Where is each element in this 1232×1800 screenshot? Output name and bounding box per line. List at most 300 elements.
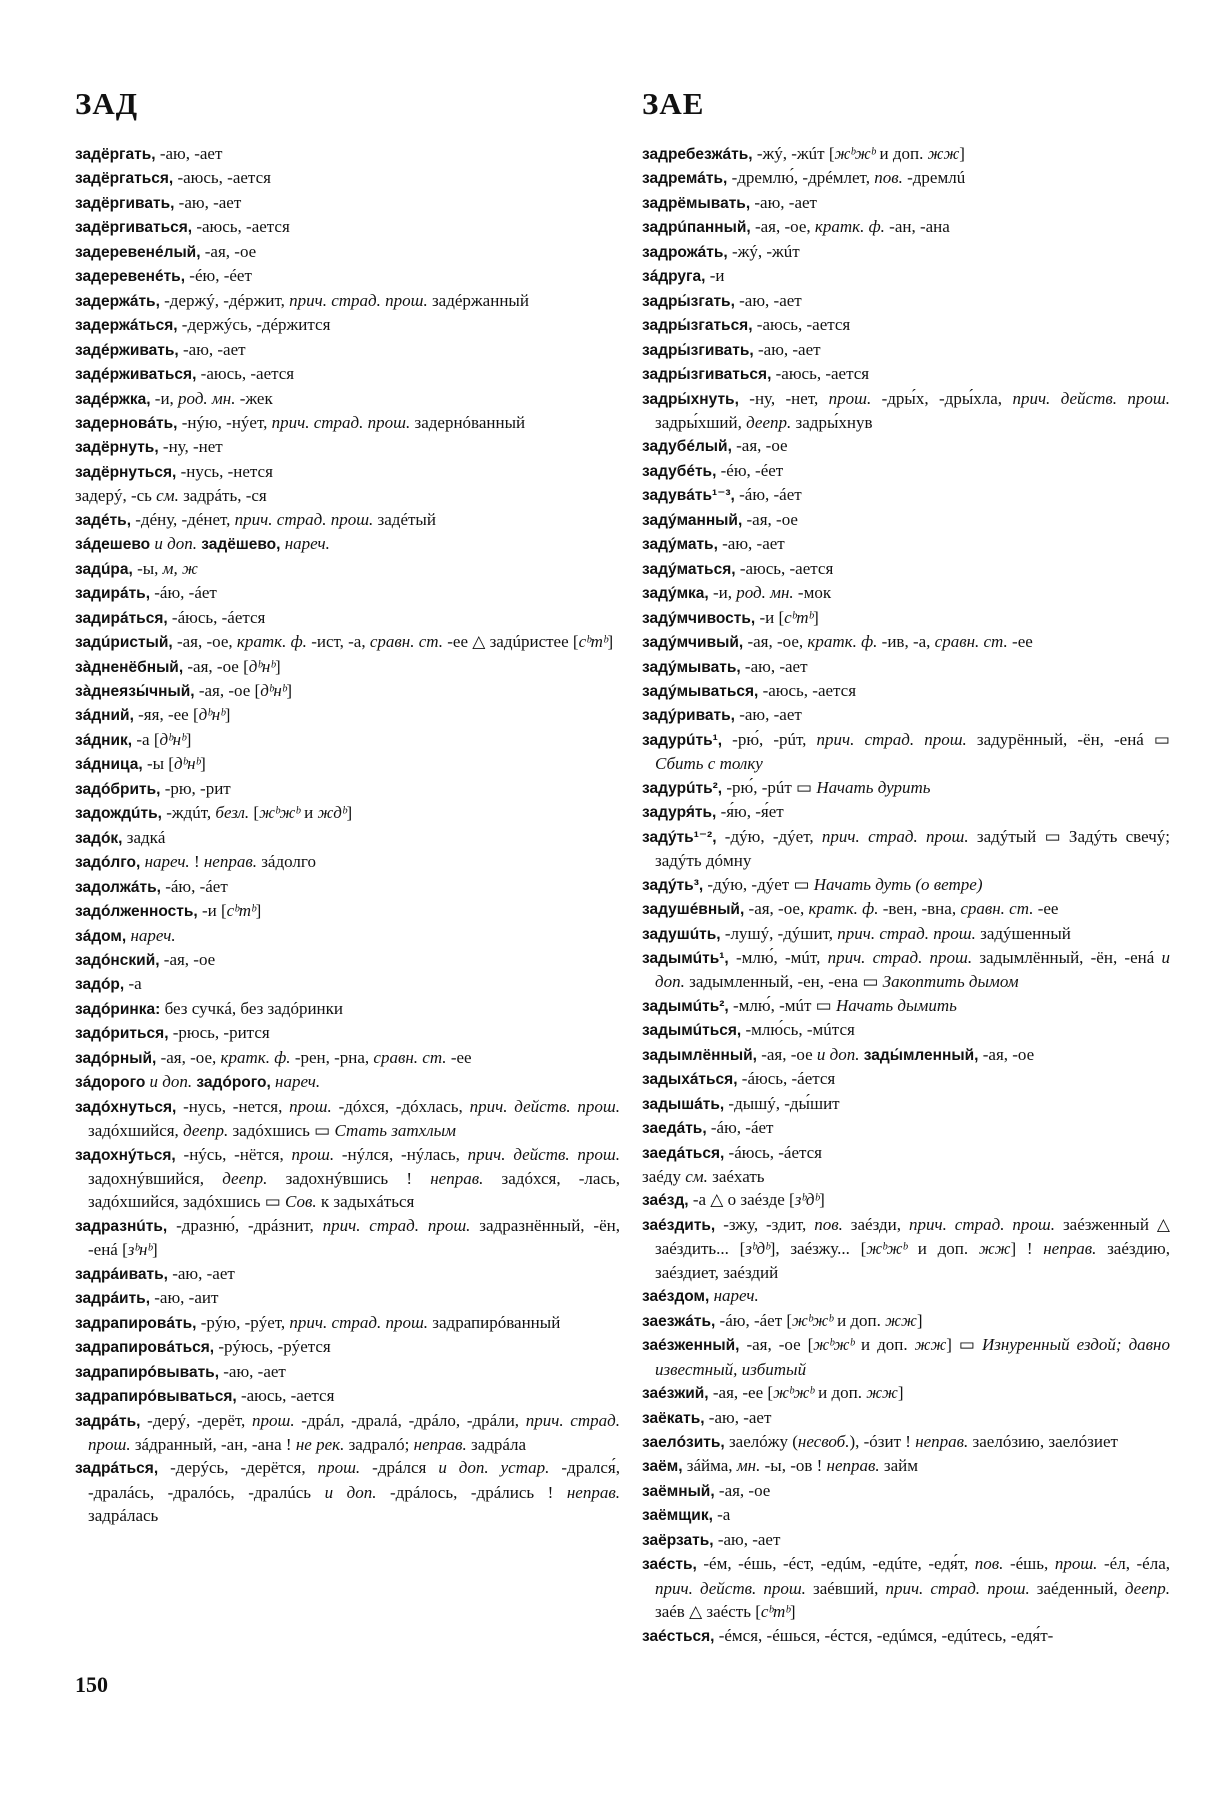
- entry-headword: задубéть,: [642, 462, 717, 480]
- entry-text: -а △ о заéзде [: [688, 1190, 795, 1210]
- dictionary-entry: [642, 1309, 1170, 1333]
- entry-label: мн.: [736, 1456, 761, 1476]
- entry-headword: задрапировáться,: [75, 1339, 215, 1357]
- entry-headword: задýмчивый,: [642, 634, 744, 652]
- entry-headword: задýматься,: [642, 560, 736, 578]
- dictionary-entry: [75, 289, 620, 313]
- entry-text: задрáлась: [88, 1506, 159, 1526]
- entry-text: -аю, -ает: [740, 656, 808, 676]
- entry-text: к задыхáться: [316, 1192, 415, 1212]
- entry-headword: задурúть¹,: [642, 731, 723, 749]
- entry-text: -аюсь, -ается: [196, 364, 295, 384]
- entry-headword: задóринка:: [75, 1000, 161, 1018]
- entry-text: -рю, -рит: [160, 778, 231, 798]
- entry-headword: задýманный,: [642, 511, 743, 529]
- entry-text: -аюсь, -ается: [192, 217, 290, 237]
- entry-label: неправ.: [566, 1482, 620, 1502]
- entry-headword: задубéлый,: [642, 438, 732, 456]
- entry-text: -ая, -ое,: [744, 899, 809, 919]
- entry-headword: заём,: [642, 1458, 683, 1476]
- entry-headword: задымúться,: [642, 1022, 742, 1040]
- entry-headword: задымúть¹,: [642, 949, 729, 967]
- entry-label: и доп. устар.: [438, 1458, 550, 1478]
- entry-text: -аюсь, -ается: [735, 558, 834, 578]
- entry-text: и доп.: [875, 144, 928, 163]
- dictionary-entry: [75, 899, 620, 923]
- entry-text: -дрáлось, -дрáлись !: [376, 1482, 567, 1502]
- entry-headword: зáдник,: [75, 731, 133, 749]
- entry-headword: задóк,: [75, 829, 123, 847]
- entry-text: -жý, -жúт: [727, 241, 800, 261]
- dictionary-entry: [642, 508, 1170, 532]
- entry-text: заéзженный △ заéздить... [: [655, 1214, 1170, 1259]
- dictionary-entry: [642, 1406, 1170, 1430]
- entry-headword: задымúть²,: [642, 997, 729, 1015]
- entry-text: -нусь, -нется,: [176, 1096, 290, 1116]
- dictionary-entry: [75, 777, 620, 801]
- entry-text: задерý, -сь: [75, 486, 157, 506]
- dictionary-entry: [75, 728, 620, 752]
- entry-text: !: [189, 852, 204, 872]
- entry-headword: задирáть,: [75, 585, 151, 603]
- entry-headword: задóлго,: [75, 854, 141, 872]
- entry-headword: заёрзать,: [642, 1531, 714, 1549]
- entry-text: -дýю, -дýет,: [716, 826, 822, 846]
- entry-headword: задýмать,: [642, 536, 718, 554]
- entry-text: -нýлся, -нýлась,: [334, 1144, 468, 1164]
- entry-label: прич. страд. прош.: [322, 1215, 471, 1235]
- entry-text: заéденный,: [1029, 1578, 1125, 1598]
- entry-headword: задýть³,: [642, 876, 704, 894]
- entry-label: Сбить с толку: [655, 754, 763, 774]
- entry-text: займ: [879, 1456, 919, 1476]
- entry-headword: задýть¹⁻²,: [642, 828, 717, 846]
- dictionary-entry: [75, 532, 620, 556]
- entry-label: и доп.: [655, 947, 1170, 992]
- entry-text: -ее △ задúристее [: [443, 632, 579, 652]
- entry-headword: заéзжий,: [642, 1385, 709, 1403]
- dictionary-entry: [642, 1116, 1170, 1140]
- entry-text: заéздию, заéздиет, заéздий: [655, 1239, 1170, 1282]
- dictionary-entry: [75, 606, 620, 630]
- entry-label: неправ.: [203, 852, 257, 872]
- entry-text: -дремлю́, -дрéмлет,: [727, 168, 875, 188]
- entry-text: задымлённый, -ён, -енá: [972, 947, 1162, 967]
- entry-label: нареч.: [713, 1286, 759, 1306]
- entry-text: -дерýсь, -дерётся,: [158, 1458, 318, 1478]
- dictionary-entry: [642, 581, 1170, 605]
- entry-headword: задры́згивать,: [642, 341, 754, 359]
- dictionary-entry: [642, 166, 1170, 190]
- dictionary-entry: [642, 215, 1170, 239]
- entry-text: -а [: [132, 729, 160, 749]
- entry-text: задрáла: [466, 1435, 526, 1455]
- entry-text: заелóжу (: [724, 1432, 798, 1452]
- entry-headword: задры́згать,: [642, 292, 735, 310]
- entry-label: неправ.: [915, 1432, 969, 1452]
- entry-label: жᵇжᵇ: [834, 144, 876, 163]
- entry-text: -держý, -дéржит,: [159, 290, 290, 310]
- entry-text: -млю́сь, -мúтся: [741, 1020, 855, 1040]
- entry-label: прич. страд. прош.: [234, 509, 374, 529]
- dictionary-entry: [642, 1528, 1170, 1552]
- entry-text: -нýю, -нýет,: [177, 412, 272, 432]
- entry-label: пов.: [874, 168, 903, 188]
- entry-text: -ее: [446, 1047, 472, 1067]
- entry-text: -éю, -éет: [185, 266, 252, 286]
- entry-text: ]: [286, 680, 293, 700]
- entry-text: -ая, -ое,: [156, 1047, 221, 1067]
- entry-label: неправ.: [413, 1435, 467, 1455]
- entry-label: зᵇдᵇ: [745, 1239, 770, 1259]
- entry-headword: зáдруга,: [642, 268, 706, 286]
- entry-text: ]: [224, 705, 231, 725]
- dictionary-entry: [75, 826, 620, 850]
- entry-headword: задыхáться,: [642, 1071, 738, 1089]
- entry-text: -éмся, -éшься, -éстся, -едúмся, -едúтесь, -едя́т-: [714, 1625, 1054, 1645]
- entry-label: жᵇжᵇ: [792, 1310, 833, 1330]
- entry-text: -рю́, -рúт,: [722, 729, 817, 749]
- dictionary-entry: [642, 873, 1170, 897]
- entry-label: прич. страд. прош.: [837, 923, 976, 943]
- dictionary-entry: [642, 1503, 1170, 1527]
- entry-text: -ы [: [142, 754, 174, 774]
- entry-label: жᵇжᵇ: [259, 803, 300, 823]
- entry-text: -ее: [1007, 632, 1033, 652]
- dictionary-entry: [642, 338, 1170, 362]
- entry-headword: задеревенéть,: [75, 268, 186, 286]
- entry-label: не рек.: [295, 1435, 345, 1455]
- entry-headword: заедáться,: [642, 1144, 725, 1162]
- entry-text: -вен, -вна,: [878, 899, 961, 919]
- entry-text: заéв △ заéсть [: [655, 1602, 761, 1622]
- entry-label: Начать дуть (о ветре): [813, 874, 983, 894]
- entry-text: -áюсь, -áется: [724, 1142, 823, 1162]
- entry-headword: задúра,: [75, 560, 133, 578]
- entry-text: -ив, -а,: [877, 632, 935, 652]
- entry-headword: задрáить,: [75, 1290, 151, 1308]
- entry-label: кратк. ф.: [808, 899, 879, 919]
- entry-text: -ан, -ана: [884, 217, 950, 237]
- dictionary-entry: [642, 800, 1170, 824]
- entry-headword: задóбрить,: [75, 780, 161, 798]
- entry-label: нареч.: [284, 534, 330, 554]
- entry-text: -аю, -ает: [155, 144, 223, 163]
- entry-label: Стать затхлым: [334, 1121, 456, 1141]
- entry-label: прош.: [1054, 1554, 1098, 1574]
- entry-text: -ы, -ов !: [760, 1456, 827, 1476]
- entry-label: прич. страд. прош.: [271, 412, 411, 432]
- dictionary-entry: [75, 1046, 620, 1070]
- dictionary-entry: [642, 1043, 1170, 1067]
- entry-text: -аю, -ает: [753, 339, 821, 359]
- entry-headword: заéздить,: [642, 1216, 716, 1234]
- dictionary-entry: [642, 1067, 1170, 1091]
- entry-label: сравн. ст.: [960, 899, 1034, 919]
- entry-label: прич. страд. прош.: [88, 1410, 620, 1455]
- entry-text: задкá: [122, 827, 166, 847]
- dictionary-entry: [75, 875, 620, 899]
- right-column: [642, 142, 1170, 1648]
- entry-label: сравн. ст.: [373, 1047, 447, 1067]
- entry-label: жᵇжᵇ: [813, 1335, 855, 1355]
- entry-text: -дéну, -дéнет,: [131, 509, 235, 529]
- entry-headword: задýмываться,: [642, 682, 759, 700]
- entry-headword: зады́мленный,: [863, 1046, 979, 1064]
- dictionary-entry: [642, 313, 1170, 337]
- entry-text: -аюсь, -ается: [236, 1386, 335, 1406]
- entry-label: неправ.: [826, 1456, 880, 1476]
- entry-text: -дры́х, -дры́хла,: [871, 388, 1013, 408]
- entry-text: -аю, -ает: [704, 1407, 772, 1427]
- entry-text: -дрался́, -дралáсь, -дралóсь, -дралúсь: [88, 1458, 621, 1502]
- entry-headword: задёргивать,: [75, 194, 175, 212]
- dictionary-entry: [642, 825, 1170, 873]
- entry-text: -нýсь, -нётся,: [175, 1144, 292, 1164]
- entry-text: задóхшись ▭: [228, 1121, 335, 1141]
- dictionary-entry: [75, 1095, 620, 1143]
- entry-label: жж: [927, 144, 960, 163]
- dictionary-entry: [75, 1409, 620, 1457]
- entry-label: прич. действ. прош.: [467, 1144, 621, 1164]
- entry-headword: заéсть,: [642, 1556, 697, 1574]
- entry-label: деепр.: [746, 412, 792, 432]
- entry-label: и доп.: [154, 534, 197, 554]
- dictionary-entry: [75, 679, 620, 703]
- dictionary-entry: [642, 1333, 1170, 1381]
- dictionary-entry: [642, 1552, 1170, 1623]
- entry-label: сᵇтᵇ: [226, 901, 256, 921]
- entry-text: -млю́, -мúт ▭: [728, 995, 836, 1015]
- entry-text: -и,: [150, 388, 179, 408]
- dictionary-entry: [642, 142, 1170, 166]
- entry-text: задéржанный: [427, 290, 529, 310]
- dictionary-entry: [75, 191, 620, 215]
- entry-text: -áю, -áет [: [715, 1310, 793, 1330]
- entry-text: -дразню́, -дрáзнит,: [167, 1215, 323, 1235]
- dictionary-entry: [642, 776, 1170, 800]
- entry-headword: задры́хнуть,: [642, 390, 739, 408]
- entry-headword: задóрого,: [196, 1074, 271, 1092]
- entry-text: -дерý, -дерёт,: [140, 1410, 252, 1430]
- entry-text: ]: [789, 1602, 796, 1622]
- entry-text: -ая, -ее [: [708, 1383, 774, 1403]
- entry-headword: задóр,: [75, 976, 125, 994]
- entry-text: -áю, -áет: [150, 583, 217, 603]
- entry-label: сᵇтᵇ: [760, 1602, 790, 1622]
- entry-headword: задержáть,: [75, 292, 160, 310]
- entry-text: -аю, -ает: [713, 1529, 781, 1549]
- entry-label: Начать дымить: [835, 995, 957, 1015]
- dictionary-entry: [642, 1479, 1170, 1503]
- dictionary-entry: [642, 606, 1170, 630]
- entry-headword: заедáть,: [642, 1120, 707, 1138]
- entry-text: задýшенный: [975, 923, 1071, 943]
- dictionary-entry: [642, 1018, 1170, 1042]
- entry-headword: задребезжáть,: [642, 146, 753, 163]
- dictionary-entry: [642, 1165, 1170, 1188]
- entry-headword: задеревенéлый,: [75, 243, 201, 261]
- dictionary-entry: [75, 142, 620, 166]
- entry-text: -дремлú: [902, 168, 966, 188]
- dictionary-entry: [75, 630, 620, 654]
- entry-label: см.: [156, 486, 179, 506]
- entry-label: см.: [685, 1167, 708, 1187]
- entry-text: ]: [897, 1383, 904, 1403]
- entry-text: -áю, -áет: [734, 485, 802, 505]
- entry-headword: задрúпанный,: [642, 219, 751, 237]
- entry-label: сравн. ст.: [934, 632, 1008, 652]
- entry-headword: задóнский,: [75, 951, 160, 969]
- dictionary-entry: [75, 1456, 620, 1527]
- dictionary-entry: [642, 703, 1170, 727]
- entry-label: ждᵇ: [317, 803, 347, 823]
- entry-headword: заелóзить,: [642, 1434, 725, 1452]
- entry-label: прич. действ. прош.: [655, 1578, 806, 1598]
- entry-text: ]: [151, 1240, 158, 1260]
- entry-text: -éю, -éет: [716, 460, 784, 480]
- entry-headword: заéзженный,: [642, 1337, 740, 1355]
- entry-headword: зáдом,: [75, 927, 127, 945]
- entry-headword: задождúть,: [75, 805, 162, 823]
- dictionary-entry: [75, 387, 620, 411]
- entry-text: -éшь,: [1003, 1554, 1055, 1574]
- entry-headword: зáдница,: [75, 756, 143, 774]
- entry-text: ]: [959, 144, 965, 163]
- entry-text: без сучкá, без задóринки: [160, 998, 344, 1018]
- entry-headword: задры́згиваться,: [642, 366, 772, 384]
- page-header-right: ЗАЕ: [642, 86, 705, 121]
- entry-label: и доп.: [149, 1072, 193, 1092]
- entry-text: -ая, -ое,: [750, 217, 815, 237]
- entry-text: задры́хший,: [655, 412, 747, 432]
- entry-text: ]: [255, 901, 262, 921]
- entry-text: ), -óзит !: [849, 1432, 916, 1452]
- entry-label: жж: [978, 1239, 1011, 1259]
- entry-label: сравн. ст.: [369, 632, 443, 652]
- entry-headword: задóхнуться,: [75, 1098, 177, 1116]
- entry-label: прич. страд. прош.: [827, 947, 973, 967]
- entry-label: Начать дурить: [816, 777, 931, 797]
- entry-text: -ая, -ое: [978, 1044, 1035, 1064]
- entry-label: жж: [914, 1335, 947, 1355]
- entry-text: ]: [813, 607, 819, 627]
- entry-headword: задýмчивость,: [642, 609, 756, 627]
- entry-text: задохнýвшись !: [267, 1169, 431, 1189]
- entry-text: -ист, -а,: [306, 632, 370, 652]
- entry-label: зᵇдᵇ: [794, 1190, 820, 1210]
- entry-headword: задёрнуть,: [75, 439, 159, 457]
- entry-text: -ну, -нет,: [738, 388, 829, 408]
- entry-text: -и [: [197, 901, 227, 921]
- dictionary-entry: [642, 532, 1170, 556]
- entry-label: м, ж: [162, 558, 198, 578]
- dictionary-entry: [642, 679, 1170, 703]
- dictionary-entry: [75, 1286, 620, 1310]
- dictionary-entry: [75, 1021, 620, 1045]
- entry-text: -мок: [793, 583, 832, 603]
- dictionary-entry: [75, 997, 620, 1021]
- entry-headword: зáдний,: [75, 707, 134, 725]
- dictionary-entry: [642, 994, 1170, 1018]
- entry-headword: задёргать,: [75, 146, 156, 163]
- entry-text: -ая, -ое [: [194, 680, 261, 700]
- entry-text: -аю, -аит: [150, 1288, 219, 1308]
- entry-text: задралó;: [344, 1435, 414, 1455]
- entry-headword: зàдненёбный,: [75, 658, 184, 676]
- entry-text: заелóзию, заелóзиет: [968, 1432, 1118, 1452]
- entry-headword: заéзд,: [642, 1192, 689, 1210]
- dictionary-entry: [75, 752, 620, 776]
- dictionary-entry: [75, 411, 620, 435]
- entry-label: прош.: [252, 1410, 295, 1430]
- entry-text: -ждúт,: [161, 803, 216, 823]
- dictionary-entry: [642, 1141, 1170, 1165]
- entry-label: прош.: [291, 1144, 335, 1164]
- entry-text: -дýю, -дýет ▭: [703, 874, 814, 894]
- dictionary-entry: [75, 460, 620, 484]
- dictionary-entry: [75, 1384, 620, 1408]
- entry-text: зáдолго: [256, 852, 316, 872]
- entry-text: -рю́, -рúт ▭: [722, 777, 817, 797]
- entry-headword: задрапировáть,: [75, 1314, 197, 1332]
- entry-headword: задры́згаться,: [642, 317, 753, 335]
- entry-headword: задирáться,: [75, 609, 168, 627]
- entry-headword: задýмка,: [642, 585, 709, 603]
- entry-text: ]: [200, 754, 206, 774]
- entry-label: дᵇнᵇ: [248, 656, 275, 676]
- entry-label: прич. страд. прош.: [821, 826, 969, 846]
- entry-label: сᵇтᵇ: [578, 632, 608, 652]
- entry-text: -аю, -ает: [178, 339, 246, 359]
- entry-headword: задéржка,: [75, 390, 151, 408]
- entry-label: дᵇнᵇ: [260, 680, 287, 700]
- entry-label: дᵇнᵇ: [159, 729, 186, 749]
- entry-text: -рюсь, -рится: [168, 1023, 270, 1043]
- entry-text: -ая, -ое [: [183, 656, 249, 676]
- dictionary-entry: [75, 1360, 620, 1384]
- entry-label: деепр.: [1124, 1578, 1170, 1598]
- entry-text: -и,: [708, 583, 737, 603]
- dictionary-entry: [75, 1143, 620, 1214]
- entry-text: -ая, -ое: [159, 949, 216, 969]
- entry-text: ]: [185, 729, 192, 749]
- entry-headword: задёргаться,: [75, 170, 174, 188]
- dictionary-entry: [642, 630, 1170, 654]
- dictionary-entry: [642, 387, 1170, 435]
- entry-headword: задерновáть,: [75, 414, 178, 432]
- entry-text: заéзди,: [842, 1214, 909, 1234]
- entry-headword: задрапирóвывать,: [75, 1363, 220, 1381]
- entry-text: -нусь, -нется: [176, 461, 273, 481]
- entry-headword: задóлженность,: [75, 903, 198, 921]
- entry-headword: задрáться,: [75, 1460, 159, 1478]
- entry-label: кратк. ф.: [236, 632, 307, 652]
- entry-text: заéвший,: [805, 1578, 886, 1598]
- entry-text: заéхать: [707, 1167, 765, 1187]
- entry-text: ]: [346, 803, 353, 823]
- entry-headword: задóрный,: [75, 1049, 157, 1067]
- entry-text: -аю, -ает: [750, 192, 817, 212]
- dictionary-entry: [642, 946, 1170, 994]
- entry-label: прич. страд. прош.: [289, 1312, 429, 1332]
- page-number: 150: [75, 1672, 108, 1697]
- entry-label: род. мн.: [736, 583, 794, 603]
- entry-text: -дышý, -ды́шит: [724, 1093, 840, 1113]
- dictionary-entry: [75, 1214, 620, 1262]
- entry-label: пов.: [814, 1214, 843, 1234]
- entry-text: задымленный, -ен, -ена ▭: [684, 972, 883, 992]
